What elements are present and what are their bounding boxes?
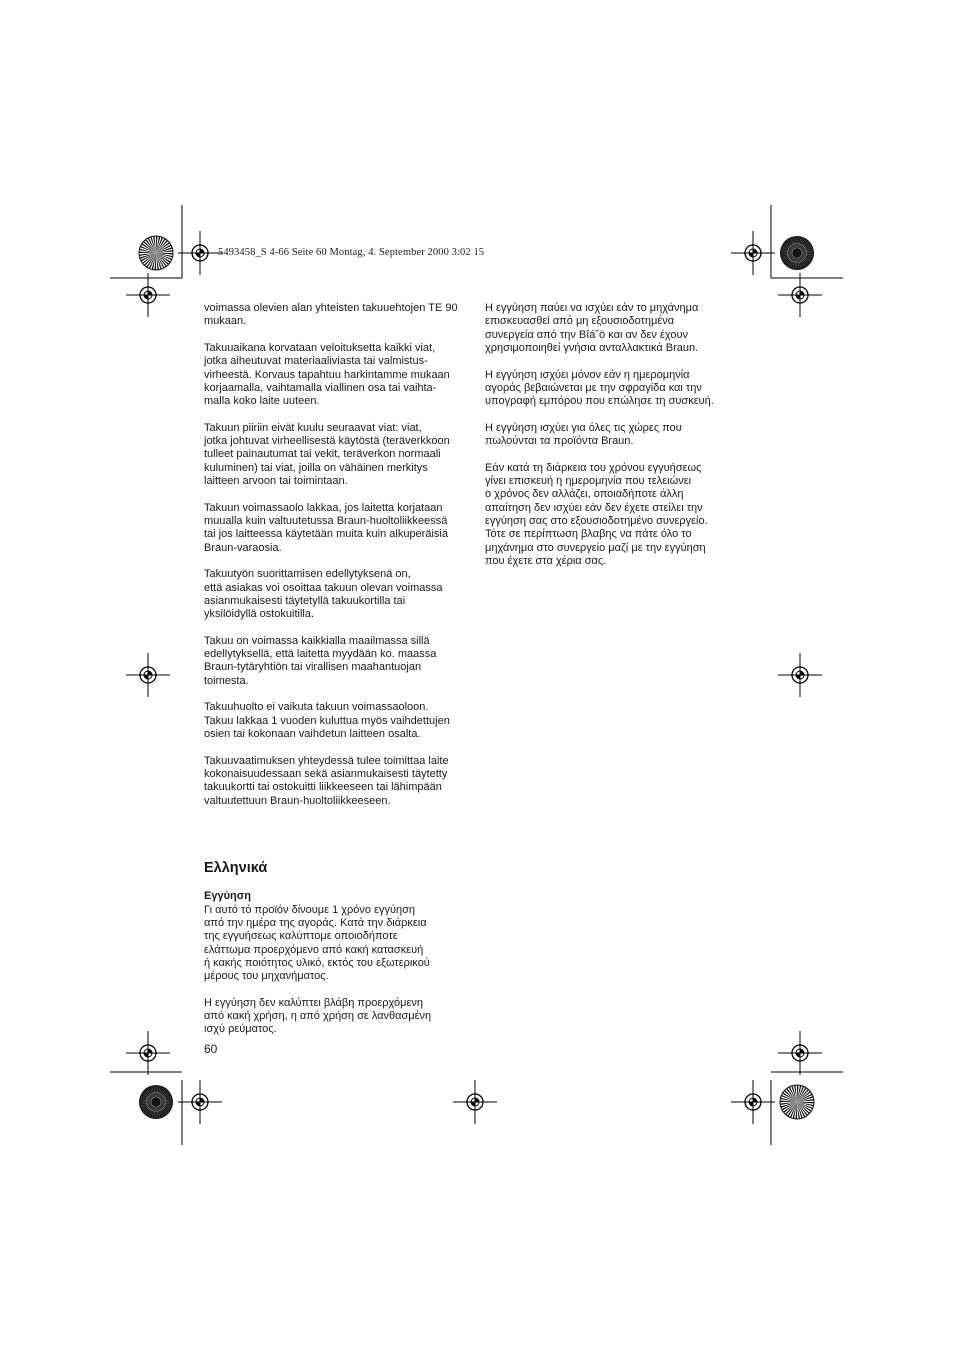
- registration-target-icon: [126, 653, 170, 697]
- text-line: laitteen arvoon tai toimintaan.: [204, 475, 348, 488]
- text-line: Η εγγύηση ισχύει για όλες τις χώρες που: [485, 421, 682, 434]
- text-line: εγγύηση σας στο εξουσιοδοτημένο συνεργείο.: [485, 515, 708, 528]
- warranty-subheading: Εγγύηση: [204, 890, 251, 903]
- paragraph: [485, 369, 755, 409]
- text-line: μέρους του μηχανήματος.: [204, 970, 329, 983]
- registration-target-icon: [178, 231, 222, 275]
- text-line: jotka johtuvat virheellisestä käytöstä (teräverkkoon: [204, 435, 450, 448]
- text-line: mukaan.: [204, 315, 247, 328]
- text-line: ισχύ ρεύματος.: [204, 1023, 277, 1036]
- paragraph: [204, 997, 470, 1037]
- text-line: ο χρόνος δεν αλλάζει, οποιαδήποτε άλλη: [485, 488, 684, 501]
- text-line: yksilöidyllä ostokuitilla.: [204, 608, 315, 621]
- section-gap: [204, 821, 470, 859]
- text-line: Η εγγύηση ισχύει μόνον εάν η ημερομηνία: [485, 368, 690, 381]
- text-line: Takuuhuolto ei vaikuta takuun voimassaoloon.: [204, 701, 429, 714]
- text-line: jotka aiheutuvat materiaaliviasta tai valmistus-: [204, 355, 428, 368]
- paragraph: [485, 302, 755, 355]
- paragraph: [204, 755, 470, 808]
- text-line: voimassa olevien alan yhteisten takuuehtojen TE 90: [204, 302, 458, 314]
- text-line: Γι αυτό τό προϊόν δίνουμε 1 χρόνο εγγύηση: [204, 903, 416, 916]
- text-line: Η εγγύηση δεν καλύπτει βλάβη προερχόμενη: [204, 996, 424, 1009]
- paragraph: [204, 302, 470, 329]
- greek-warranty-text-continued: [485, 302, 755, 568]
- text-line: Τότε σε περίπτωση βλαβης να πάτε όλο το: [485, 528, 692, 541]
- registration-target-icon: [731, 231, 775, 275]
- dark-register-disc-icon: [139, 1085, 173, 1119]
- text-line: malla koko laite uuteen.: [204, 395, 320, 408]
- text-line: επισκευασθεί από μη εξουσιοδοτημένα: [485, 315, 675, 328]
- text-line: että asiakas voi osoittaa takuun olevan voimassa: [204, 581, 443, 594]
- registration-target-icon: [731, 1080, 775, 1124]
- text-line: Εάν κατά τη διάρκεια του χρόνου εγγυήσεως: [485, 461, 702, 474]
- registration-target-icon: [178, 1080, 222, 1124]
- text-line: Takuuvaatimuksen yhteydessä tulee toimittaa laite: [204, 754, 449, 767]
- text-line: tulleet painautumat tai vekit, teräverkon normaali: [204, 448, 441, 461]
- text-line: απαίτηση δεν ισχύει εάν δεν έχετε στείλει την: [485, 501, 703, 514]
- text-line: Takuu on voimassa kaikkialla maailmassa sillä: [204, 634, 430, 647]
- text-line: Takuutyön suorittamisen edellytyksenä on,: [204, 568, 411, 581]
- text-line: tai jos laitteessa käytetään muita kuin alkuperäisiä: [204, 528, 448, 541]
- text-line: που έχετε στα χέρια σας.: [485, 554, 607, 567]
- text-line: toimesta.: [204, 674, 249, 687]
- paragraph: [204, 502, 470, 555]
- registration-target-icon: [778, 653, 822, 697]
- paragraph: [204, 635, 470, 688]
- text-line: Takuuaikana korvataan veloituksetta kaikki viat,: [204, 341, 436, 354]
- text-line: kuluminen) tai viat, joilla on vähäinen merkitys: [204, 461, 428, 474]
- paragraph: [485, 422, 755, 449]
- text-line: takuukortti tai ostokuitti liikkeeseen tai lähimpään: [204, 781, 442, 794]
- left-column: [204, 302, 470, 1050]
- text-line: ή κακής ποιότητος υλικό, εκτός του εξωτερικού: [204, 956, 430, 969]
- page-number: 60: [204, 1042, 218, 1056]
- paragraph: [204, 342, 470, 408]
- text-line: muualla kuin valtuutetussa Braun-huoltoliikkeessä: [204, 515, 448, 528]
- registration-target-icon: [453, 1080, 497, 1124]
- text-line: kokonaisuudessaan sekä asianmukaisesti täytetty: [204, 768, 448, 781]
- registration-target-icon: [778, 273, 822, 317]
- text-line: ελάττωμα προερχόμενο από κακή κατασκευή: [204, 943, 424, 956]
- text-line: υπογραφή εμπόρου που επώλησε τη συσκευή.: [485, 395, 714, 408]
- paragraph: [485, 462, 755, 568]
- text-line: Η εγγύηση παύει να ισχύει εάν το μηχάνημα: [485, 302, 699, 314]
- text-line: από κακή χρήση, η από χρήση σε λανθασμένη: [204, 1010, 432, 1023]
- slug-line: 5493458_S 4-66 Seite 60 Montag, 4. September 2000 3:02 15: [218, 247, 485, 258]
- text-line: Takuun piiriin eivät kuulu seuraavat viat: viat,: [204, 421, 422, 434]
- text-line: αγοράς βεβαιώνεται με την σφραγίδα και την: [485, 381, 702, 394]
- text-line: virheestä. Korvaus tapahtuu harkintamme mukaan: [204, 368, 450, 381]
- text-line: korjaamalla, vaihtamalla viallinen osa tai vaihta-: [204, 381, 437, 394]
- text-line: από την ημέρα της αγοράς. Κατά την διάρκεια: [204, 916, 427, 929]
- right-column: [485, 302, 755, 582]
- text-line: valtuutettuun Braun-huoltoliikkeeseen.: [204, 794, 391, 807]
- registration-target-icon: [126, 273, 170, 317]
- text-line: Takuun voimassaolo lakkaa, jos laitetta korjataan: [204, 501, 443, 514]
- finnish-warranty-text: [204, 302, 470, 808]
- paragraph: [204, 422, 470, 488]
- text-line: της εγγυήσεως καλύπτομε οποιοδήποτε: [204, 930, 398, 943]
- section-heading-greek: Ελληνικά: [204, 860, 268, 877]
- text-line: γίνει επισκευή η ημερομηνία που τελειώνει: [485, 475, 692, 488]
- text-line: Takuu lakkaa 1 vuoden kuluttua myös vaihdettujen: [204, 714, 450, 727]
- text-line: μηχάνημα στο συνεργείο μαζί με την εγγύηση: [485, 541, 706, 554]
- registration-target-icon: [126, 1031, 170, 1075]
- text-line: χρησιμοποιηθεί γνήσια ανταλλακτικά Braun.: [485, 341, 699, 354]
- paragraph: [204, 701, 470, 741]
- paragraph: [204, 904, 470, 984]
- starburst-register-icon: [780, 1085, 814, 1119]
- registration-target-icon: [778, 1031, 822, 1075]
- text-line: συνεργεία από την Βîá˘ö και αν δεν έχουν: [485, 328, 688, 341]
- greek-warranty-text: [204, 904, 470, 1037]
- text-line: Braun-varaosia.: [204, 541, 282, 554]
- text-line: πωλούνται τα προϊόντα Braun.: [485, 435, 634, 448]
- text-line: Braun-tytäryhtiön tai virallisen maahantuojan: [204, 661, 422, 674]
- text-line: edellytyksellä, että laitetta myydään ko. maassa: [204, 648, 437, 661]
- text-line: osien tai kokonaan vaihdetun laitteen osalta.: [204, 728, 421, 741]
- text-line: asianmukaisesti täytetyllä takuukortilla tai: [204, 594, 406, 607]
- starburst-register-icon: [139, 236, 173, 270]
- paragraph: [204, 568, 470, 621]
- dark-register-disc-icon: [780, 236, 814, 270]
